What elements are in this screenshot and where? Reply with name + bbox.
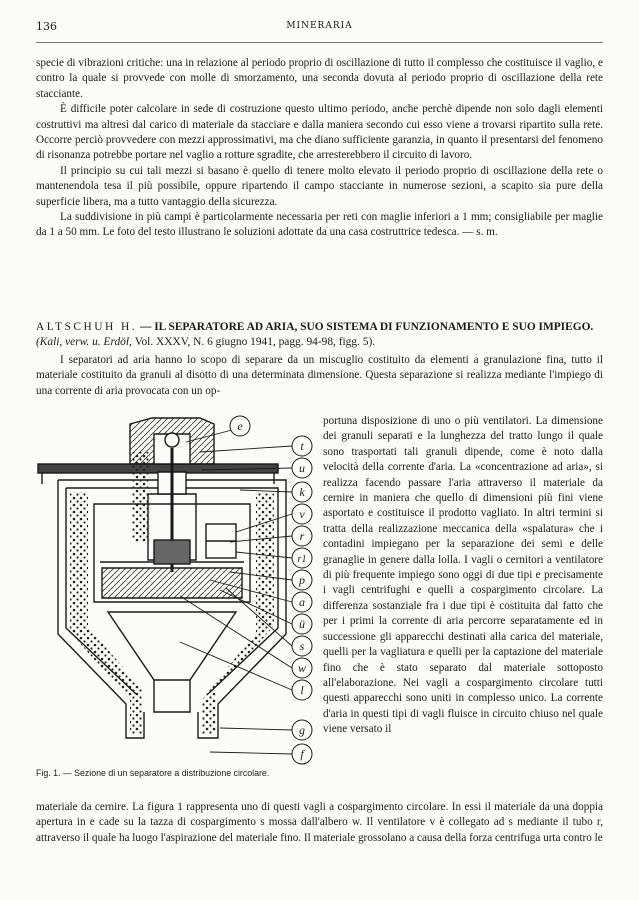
paragraph: La suddivisione in più campi è particolarmente necessaria per reti con maglie inferiori a 1 mm; consigliabile per maglie da 1 a 50 mm. Le foto del testo illustrano le soluzioni adottate da una casa costruttrice tedesca. — s. m. [36, 211, 603, 239]
article-heading [36, 320, 603, 351]
label-a [292, 592, 312, 612]
label-s [292, 636, 312, 656]
right-column-text: portuna disposizione di uno o più ventilatori. La dimensione dei granuli separati e la lunghezza del tratto lungo il quale sono trasportati tali granuli dipende, come è noto dalla velocità della corrente d'aria. La «concentrazione ad aria», si realizza facendo passare l'aria attraverso il materiale da cernire in maniera che quello di dimensioni più fini viene asportato e costituisce il prodotto vagliato. In altri termini si tratta della realizzazione meccanica della «spalatura» che i contadini impiegano per la separazione dei semi e delle granaglie in genere dalla lolla. I vagli o cernitori a ventilatore di più frequente impiego sono oggi di due tipi e precisamente i vagli centrifughi e quelli a cospargimento circolare. La differenza sostanziale fra i due tipi è costituita dal fatto che per i primi la corrente di aria percorre separatamente ed in successione gli apparecchi destinati alla carica del materiale, quelli per la vagliatura e quelli per la captazione del materiale fino che è stato separato dal materiale sottoposto all'elaborazione. Nei vagli a cospargimento circolare tutti questi apparecchi sono uniti in complesso unico. La corrente d'aria in questi tipi di vagli fluisce in circuito chiuso nel quale viene versato il [323, 415, 603, 736]
label-v [292, 504, 312, 524]
svg-text:u: u [299, 461, 305, 475]
running-head: MINERARIA [286, 21, 353, 31]
svg-text:k: k [299, 485, 305, 499]
article-source-journal: (Kali, verw. u. Erdöl, [36, 336, 132, 349]
body-text-top [36, 56, 603, 241]
label-l [292, 680, 312, 700]
separator-diagram [30, 412, 326, 768]
svg-text:v: v [299, 507, 305, 521]
header-rule [36, 42, 603, 43]
svg-text:r1: r1 [297, 554, 307, 565]
label-w [292, 658, 312, 678]
svg-text:r: r [299, 529, 305, 543]
svg-text:s: s [299, 639, 305, 653]
page-header [36, 20, 603, 36]
svg-text:g: g [299, 723, 305, 737]
label-r1 [292, 548, 312, 568]
article-intro: I separatori ad aria hanno lo scopo di separare da un miscuglio costituito da elementi a granulazione fina, tutto il materiale costituito da granuli al disotto di una determinata dimensione. Questa separazione si realizza mediante l'impiego di una corrente di aria provocata con un op- [36, 354, 603, 397]
svg-text:t: t [300, 439, 304, 453]
label-k [292, 482, 312, 502]
page-number: 136 [36, 20, 57, 33]
paragraph: È difficile poter calcolare in sede di costruzione questo ultimo periodo, anche perchè dipende non solo dagli elementi costruttivi ma altresì dal carico di materiale da stacciare e dalla maniera secondo cui esso viene a trovarsi ripartito sulla rete. Occorre perciò provvedere con mezzi approssimativi, ma che diano sufficiente garanzia, in quanto il presentarsi del fenomeno di risonanza potrebbe portare nel vaglio a rotture sgradite, che arresterebbero il circuito di lavoro. [36, 103, 603, 162]
figure-caption: Fig. 1. — Sezione di un separatore a distribuzione circolare. [36, 768, 270, 778]
label-e [230, 416, 250, 436]
svg-text:e: e [237, 419, 243, 433]
article-title: — IL SEPARATORE AD ARIA, SUO SISTEMA DI FUNZIONAMENTO E SUO IMPIEGO. [140, 321, 594, 333]
label-p [292, 570, 312, 590]
svg-text:f: f [300, 747, 304, 761]
svg-text:ü: ü [299, 617, 305, 631]
svg-text:p: p [299, 573, 305, 587]
label-u [292, 458, 312, 478]
article-source-details: Vol. XXXV, N. 6 giugno 1941, pagg. 94-98, figg. 5). [134, 336, 376, 349]
svg-text:a: a [299, 595, 305, 609]
label-t [292, 436, 312, 456]
article-author: ALTSCHUH H. [36, 321, 138, 333]
label-r [292, 526, 312, 546]
svg-text:w: w [297, 661, 307, 675]
label-u-umlaut [292, 614, 312, 634]
figure-1 [30, 412, 326, 768]
label-f [292, 744, 312, 764]
label-g [292, 720, 312, 740]
paragraph: Il principio su cui tali mezzi si basano è quello di tenere molto elevato il periodo proprio di oscillazione della rete o mantenendola tesa il più possibile, oppure ripartendo il campo stacciante in numerose sezioni, a scapito sia pure della superficie libera, ma a tutto vantaggio della sicurezza. [36, 164, 603, 208]
article-bottom-text: materiale da cernire. La figura 1 rappresenta uno di questi vagli a cospargimento circolare. In essi il materiale da una doppia apertura in e cade su la tazza di cospargimento s mossa dall'albero w. Il ventilatore v è collegato ad s mediante il tubo r, attraverso il quale ha luogo l'aspirazione del materiale fino. Il materiale grossolano a causa della forza centrifuga urta contro le [36, 801, 603, 844]
paragraph: specie di vibrazioni critiche: una in relazione al periodo proprio di oscillazione di tutto il complesso che costituisce il vaglio, e contro la quale si provvede con molle di smorzamento, una seconda dovuta al periodo proprio di oscillazione della rete stacciante. [36, 57, 603, 100]
svg-text:l: l [300, 683, 304, 697]
